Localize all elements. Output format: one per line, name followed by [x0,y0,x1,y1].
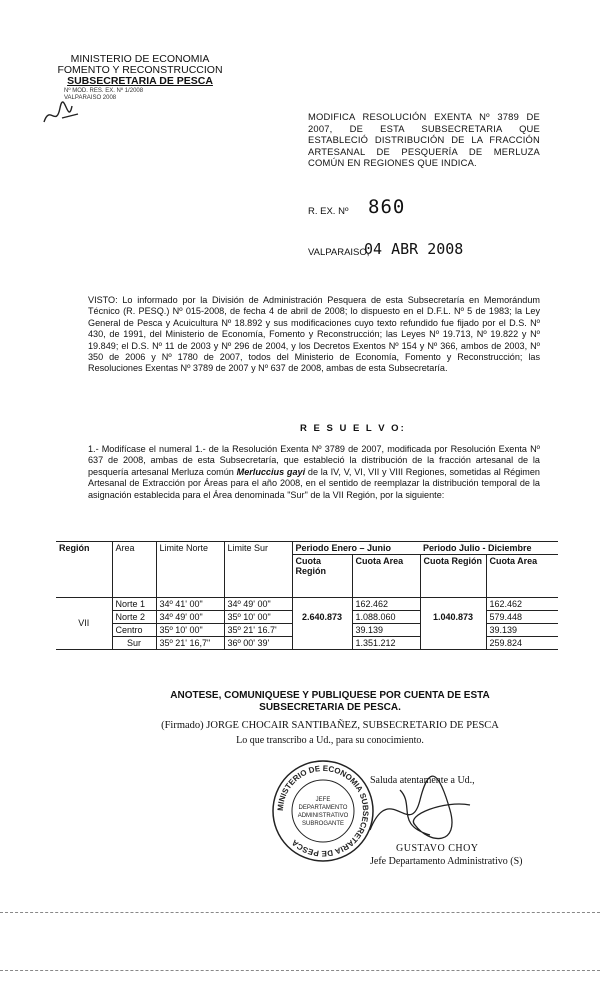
period2-area-cell: 259.824 [486,636,558,649]
limite-norte-cell: 35º 21' 16,7" [156,636,224,649]
header-period-1: Periodo Enero – Junio [292,542,420,555]
period2-area-cell: 162.462 [486,597,558,610]
page-divider [0,912,600,913]
article-1-text-post: de la IV, V, VI, VII y VIII Regiones, sometidas al Régimen Artesanal de Extracción por Áreas para el año 2008, en el sentido de reemplazar la distribución temporal de la asignación establecida para el Área denominada "Sur" de la VII Región, por la siguiente: [88,466,540,500]
seal-center-2: DEPARTAMENTO [298,805,348,811]
period1-area-cell: 1.088.060 [352,610,420,623]
header-cuota-area-2: Cuota Area [486,555,558,598]
limite-sur-cell: 35º 21' 16.7' [224,623,292,636]
ministry-header [50,54,230,87]
period2-area-cell: 579.448 [486,610,558,623]
period1-region-total: 2.640.873 [292,597,352,636]
anotese-statement: ANOTESE, COMUNIQUESE Y PUBLIQUESE POR CUENTA DE ESTA SUBSECRETARIA DE PESCA. [170,690,490,713]
handwritten-signature [360,770,480,850]
header-limite-sur: Limite Sur [224,542,292,555]
quota-table [56,541,558,650]
signer-title: Jefe Departamento Administrativo (S) [370,856,523,867]
period1-area-cell: 39.139 [352,623,420,636]
resolution-date: 04 ABR 2008 [364,240,464,258]
article-1-text-pre: 1.- Modifícase el numeral 1.- de la Resolución Exenta Nº 3789 de 2007, modificada por Resolución Exenta Nº 637 de 2008, ambas de esta Subsecretaría, que estableció la distribución de la fracción artesanal de la pesquería artesanal Merluza común [88,444,540,477]
stamp-line-2: VALPARAISO 2008 [64,95,117,101]
initials-scribble [42,100,82,130]
header-region: Región [59,543,90,553]
header-limite-norte: Limite Norte [156,542,224,555]
header-cuota-region-2: Cuota Región [420,555,486,598]
seal-center-1: JEFE [315,797,331,803]
visto-paragraph: VISTO: Lo informado por la División de Administración Pesquera de esta Subsecretaría en Memorándum Técnico (R. PESQ.) Nº 015-2008, de fecha 4 de abril de 2008; lo dispuesto en el D.F.L. Nº 5 de 1983; la Ley General de Pesca y Acuicultura Nº 18.892 y sus modificaciones cuyo texto refundido fue fijado por el D.S. Nº 430, de 1991, del Ministerio de Economía, Fomento y Reconstrucción; las Leyes Nº 19.713, Nº 19.822 y Nº 19.849; el D.S. Nº 11 de 2003 y Nº 296 de 2004, y los Decretos Exentos Nº 154 y Nº 366, ambos de 2003, Nº 350 de 2006 y Nº 1780 de 2007, todos del Ministerio de Economía, Fomento y Reconstrucción; las Resoluciones Exentas Nº 3789 de 2007 y Nº 637 de 2008, ambas de esta Subsecretaría. [88,295,540,374]
seal-center-3: ADMINISTRATIVO [297,813,349,819]
header-line-1: MINISTERIO DE ECONOMIA [70,53,210,65]
period1-area-cell: 1.351.212 [352,636,420,649]
saluda-line: Saluda atentamente a Ud., [370,775,475,786]
period2-area-cell: 39.139 [486,623,558,636]
resuelvo-heading: R E S U E L V O: [300,423,406,434]
header-line-2: FOMENTO Y RECONSTRUCCION [57,64,223,76]
limite-sur-cell: 36º 00' 39' [224,636,292,649]
header-cuota-region-1: Cuota Región [292,555,352,598]
limite-norte-cell: 34º 41' 00" [156,597,224,610]
species-name: Merluccius gayi [236,466,306,477]
seal-ring-text: MINISTERIO DE ECONOMIA SUBSECRETARIA DE PESCA [275,763,371,859]
firmado-line: (Firmado) JORGE CHOCAIR SANTIBAÑEZ, SUBSECRETARIO DE PESCA [161,720,499,731]
area-cell: Norte 1 [112,597,156,610]
resolution-article-1 [88,444,540,501]
area-cell: Norte 2 [112,610,156,623]
area-cell: Centro [112,623,156,636]
resolution-number: 860 [368,196,406,218]
document-subject: MODIFICA RESOLUCIÓN EXENTA Nº 3789 DE 2007, DE ESTA SUBSECRETARIA QUE ESTABLECIÓ DISTRIBUCIÓN DE LA FRACCIÓN ARTESANAL DE PESQUERÍA DE MERLUZA COMÚN EN REGIONES QUE INDICA. [308,111,540,168]
header-cuota-area-1: Cuota Area [352,555,420,598]
stamp-line-1: Nº MOD. RES. EX. Nº 1/2008 [64,88,144,94]
region-cell: VII [78,618,90,628]
limite-norte-cell: 35º 10' 00" [156,623,224,636]
transcribo-line: Lo que transcribo a Ud., para su conocimiento. [236,735,424,746]
period1-area-cell: 162.462 [352,597,420,610]
signer-name: GUSTAVO CHOY [396,843,479,854]
limite-norte-cell: 34º 49' 00" [156,610,224,623]
table-row [56,597,558,610]
limite-sur-cell: 34º 49' 00" [224,597,292,610]
resolution-label: R. EX. Nº [308,206,349,217]
limite-sur-cell: 35º 10' 00" [224,610,292,623]
header-area: Area [112,542,156,555]
period2-region-total: 1.040.873 [420,597,486,636]
table-row [56,636,558,649]
place-label: VALPARAISO, [308,247,370,258]
area-cell: Sur [112,636,156,649]
header-line-3: SUBSECRETARIA DE PESCA [67,75,213,87]
header-period-2: Periodo Julio - Diciembre [423,543,532,553]
page-divider [0,970,600,971]
seal-center-4: SUBROGANTE [301,821,345,827]
